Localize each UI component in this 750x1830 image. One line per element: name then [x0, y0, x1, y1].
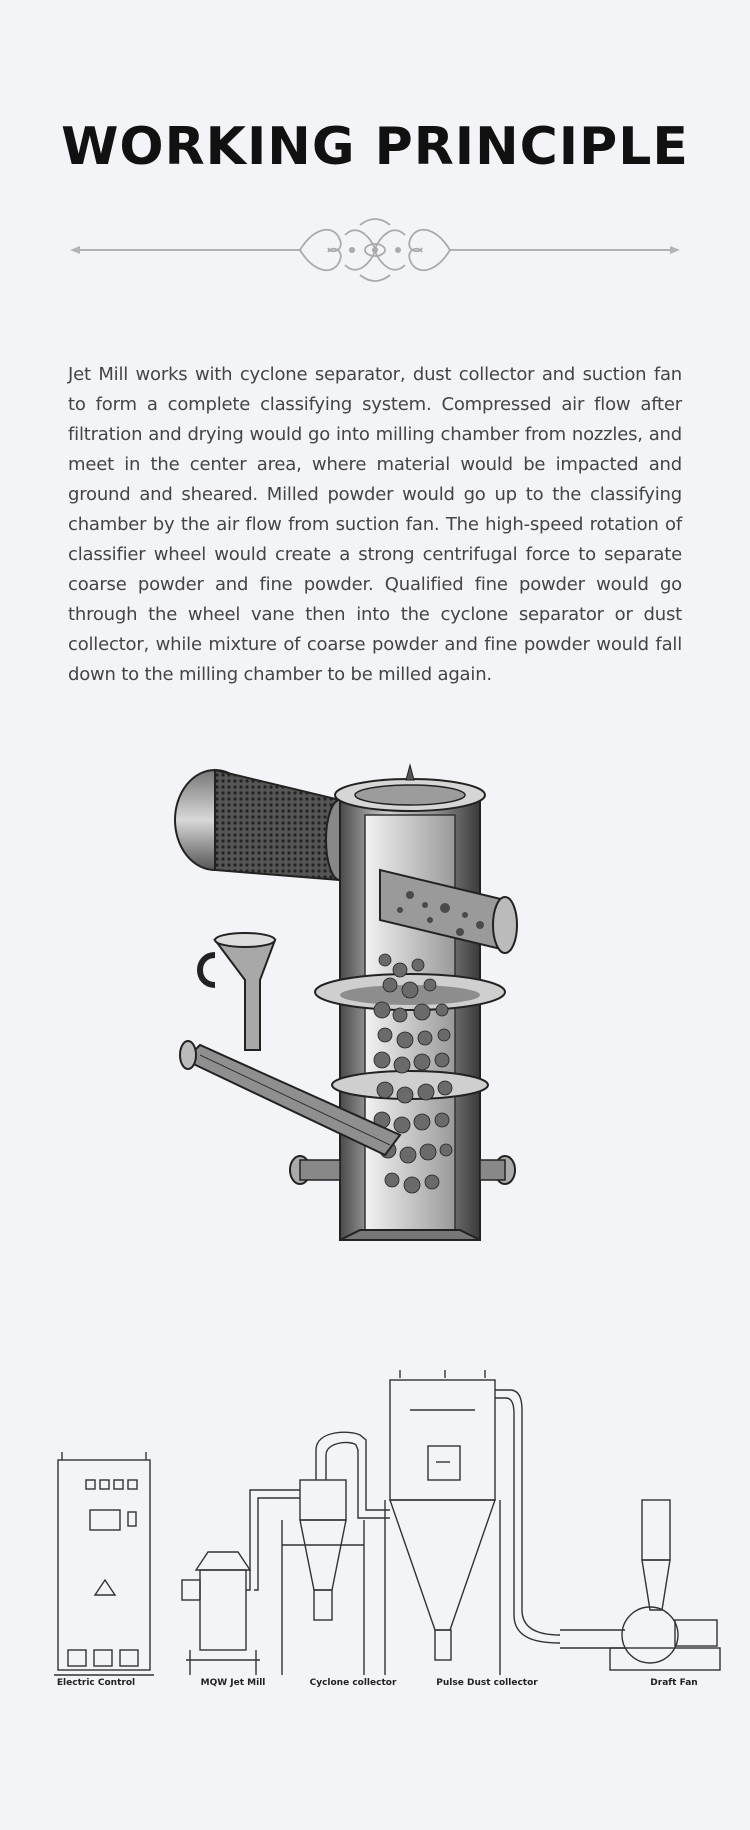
working-principle-description: Jet Mill works with cyclone separator, dust collector and suction fan to form a complete classifying system. Compressed air flow after filtration and drying would go into milling chamber from nozzles, and meet in the center area, where material would be impacted and ground and sheared. Milled powder would go up to the classifying chamber by the air flow from suction fan. The high-speed rotation of classifier wheel would create a strong centrifugal force to separate coarse powder and fine powder. Qualified fine powder would go through the wheel vane then into the cyclone separator or dust collector, while mixture of coarse powder and fine powder would fall down to the milling chamber to be milled again.: [68, 364, 682, 685]
label-jet-mill: MQW Jet Mill: [200, 1678, 266, 1688]
page-title: WORKING PRINCIPLE: [61, 117, 689, 177]
label-electric-control: Electric Control: [56, 1678, 136, 1688]
decorative-divider-ornament: [70, 215, 680, 285]
classifying-system-line-drawing: [50, 1330, 730, 1690]
label-pulse-dust-collector: Pulse Dust collector: [436, 1678, 538, 1688]
label-cyclone-collector: Cyclone collector: [309, 1678, 397, 1688]
jet-mill-cutaway-illustration: [160, 760, 560, 1250]
label-draft-fan: Draft Fan: [650, 1678, 698, 1688]
